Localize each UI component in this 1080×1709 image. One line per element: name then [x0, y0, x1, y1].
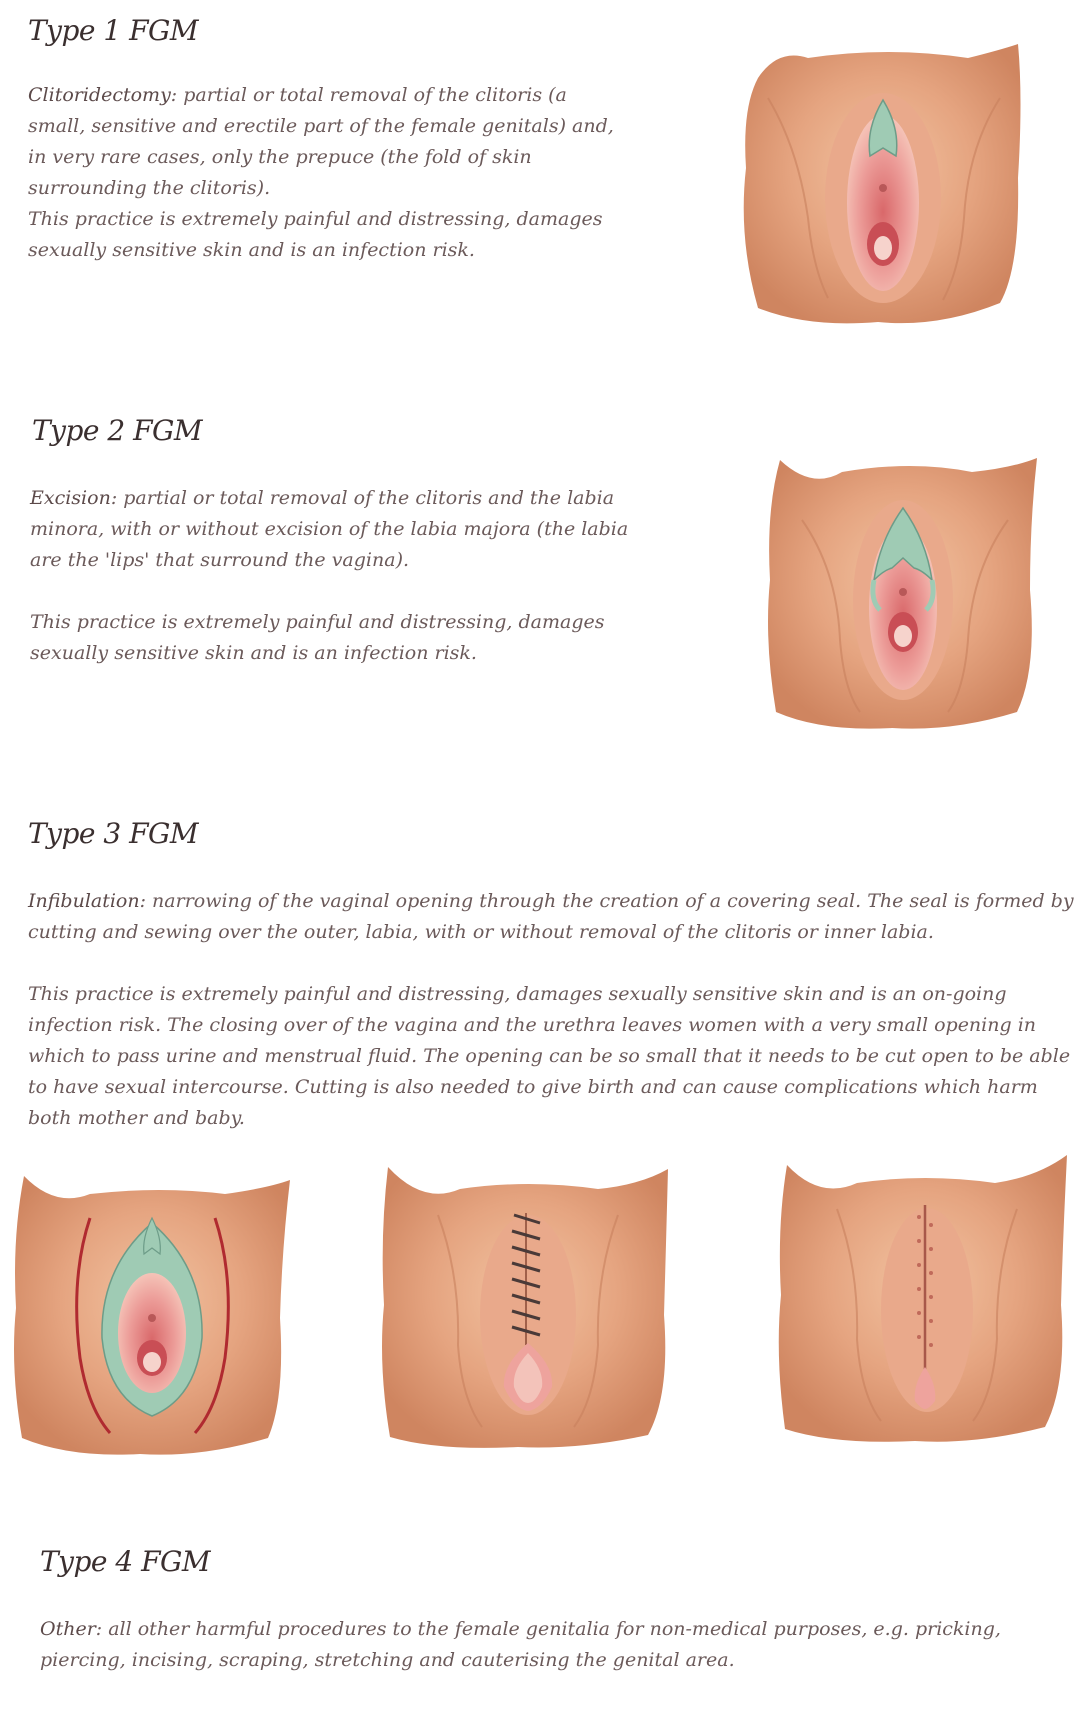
- type-2-heading: Type 2 FGM: [32, 414, 203, 447]
- illustration-type-1: [738, 38, 1033, 328]
- type-1-definition: [28, 80, 628, 204]
- type-2-impact: This practice is extremely painful and distressing, damages sexually sensitive skin and is an infection risk.: [30, 611, 605, 664]
- illustration-type-3-cut: [10, 1158, 295, 1458]
- illustration-type-3-healed-svg: [775, 1145, 1075, 1445]
- type-4-definition: [40, 1614, 1080, 1676]
- type-4-definition-text: : all other harmful procedures to the female genitalia for non-medical purposes, e.g. pricking, piercing, incising, scraping, stretching and cauterising the genital area.: [40, 1618, 1001, 1671]
- type-2-term: Excision: [30, 487, 111, 509]
- illustration-type-1-svg: [738, 38, 1033, 328]
- type-3-definition: [28, 886, 1080, 948]
- illustration-type-2-svg: [762, 450, 1044, 730]
- illustration-type-3-stitched-svg: [378, 1155, 678, 1450]
- illustration-type-3-cut-svg: [10, 1158, 295, 1458]
- type-3-definition-text: : narrowing of the vaginal opening through the creation of a covering seal. The seal is formed by cutting and sewing over the outer, labia, with or without removal of the clitoris or inner labia.: [28, 890, 1074, 943]
- type-2-definition-text: : partial or total removal of the clitoris and the labia minora, with or without excision of the labia majora (the labia are the 'lips' that surround the vagina).: [30, 487, 629, 571]
- type-3-impact: This practice is extremely painful and distressing, damages sexually sensitive skin and is an on-going infection risk. The closing over of the vagina and the urethra leaves women with a very small opening in which to pass urine and menstrual fluid. The opening can be so small that it needs to be cut open to be able to have sexual intercourse. Cutting is also needed to give birth and can cause complications which harm both mother and baby.: [28, 983, 1071, 1129]
- type-1-definition-text: : partial or total removal of the clitoris (a small, sensitive and erectile part of the female genitals) and, in very rare cases, only the prepuce (the fold of skin surrounding the clitoris).: [28, 84, 614, 199]
- type-1-term: Clitoridectomy: [28, 84, 171, 106]
- type-4-heading: Type 4 FGM: [40, 1545, 211, 1578]
- type-1-heading: Type 1 FGM: [28, 14, 199, 47]
- illustration-type-2: [762, 450, 1044, 730]
- type-4-term: Other: [40, 1618, 96, 1640]
- type-2-definition: [30, 483, 630, 576]
- illustration-type-3-stitched: [378, 1155, 678, 1450]
- type-3-term: Infibulation: [28, 890, 140, 912]
- type-3-heading: Type 3 FGM: [28, 817, 199, 850]
- type-1-impact: This practice is extremely painful and distressing, damages sexually sensitive skin and is an infection risk.: [28, 208, 603, 261]
- illustration-type-3-healed: [775, 1145, 1075, 1445]
